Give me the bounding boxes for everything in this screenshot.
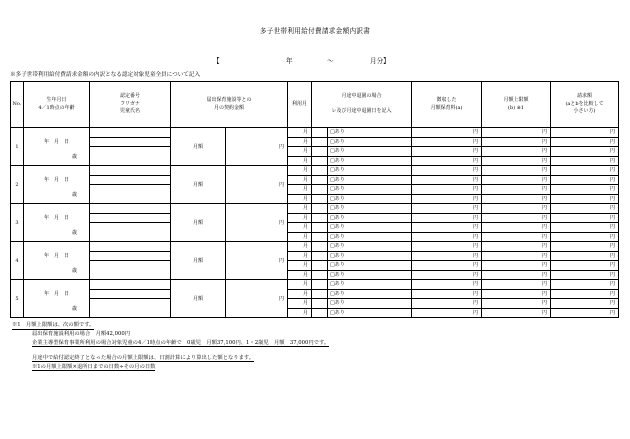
dob-cell[interactable]	[24, 128, 90, 166]
limit-amount-field[interactable]: 円	[482, 223, 551, 233]
footnote-3-text: 企業主導型保育事業所利用の場合対象児童の4／1時点の年齢で 0歳児 月額37,100円、1・2歳児 月額 37,000円です。	[32, 339, 330, 346]
furigana-field[interactable]	[90, 289, 171, 299]
footnote-4-text: 月途中で給付認定終了となった場合の月額上限額は、日割計算により算出した額となります。	[32, 354, 255, 361]
claim-amount-field[interactable]: 円	[551, 175, 619, 185]
midmonth-date-field[interactable]	[312, 223, 328, 233]
limit-amount-field[interactable]: 円	[482, 156, 551, 166]
midmonth-date-field[interactable]	[312, 204, 328, 214]
row-number: 5	[11, 280, 24, 318]
table-row	[11, 280, 619, 290]
table-row	[11, 128, 619, 138]
header-claim-line1: 請求額	[577, 92, 593, 99]
limit-amount-field[interactable]: 円	[482, 175, 551, 185]
table-row	[11, 289, 619, 299]
dob-age	[72, 191, 77, 199]
fee-amount-field[interactable]: 円	[412, 223, 482, 233]
header-claim-line2: (aとbを比較して	[565, 100, 604, 107]
midmonth-checkbox[interactable]: □あり	[328, 147, 412, 157]
limit-amount-field[interactable]: 円	[482, 280, 551, 290]
use-month-field[interactable]: 月	[288, 289, 312, 299]
cert-number-field[interactable]	[90, 280, 171, 290]
claim-amount-field[interactable]: 円	[551, 185, 619, 195]
header-cert-line3: 児童氏名	[119, 108, 140, 115]
fee-amount-field[interactable]: 円	[412, 280, 482, 290]
table-row	[11, 261, 619, 271]
fee-amount-field[interactable]: 円	[412, 242, 482, 252]
footnote-5-text: ※1の月額上限額×退所日までの日数÷その月の日数	[32, 363, 156, 370]
row-number: 2	[11, 166, 24, 204]
use-month-field[interactable]: 月	[288, 156, 312, 166]
header-midmonth-line2: レ及び月途中退園日を記入	[331, 108, 392, 115]
fee-amount-field[interactable]: 円	[412, 137, 482, 147]
midmonth-checkbox[interactable]: □あり	[328, 242, 412, 252]
dob-year-label: 年	[43, 253, 49, 259]
midmonth-date-field[interactable]	[312, 137, 328, 147]
contract-monthly-label: 月額	[171, 166, 226, 204]
dob-month-label: 月	[53, 253, 59, 259]
cert-number-field[interactable]	[90, 128, 171, 138]
midmonth-checkbox[interactable]: □あり	[328, 128, 412, 138]
use-month-field[interactable]: 月	[288, 223, 312, 233]
row-number: 1	[11, 128, 24, 166]
claim-amount-field[interactable]: 円	[551, 261, 619, 271]
claim-amount-field[interactable]: 円	[551, 242, 619, 252]
cert-number-field[interactable]	[90, 242, 171, 252]
contract-amount-field[interactable]: 円	[226, 204, 288, 242]
table-row	[11, 242, 619, 252]
dob-date	[24, 138, 89, 146]
limit-amount-field[interactable]: 円	[482, 137, 551, 147]
fee-amount-field[interactable]: 円	[412, 232, 482, 242]
fee-amount-field[interactable]: 円	[412, 261, 482, 271]
midmonth-checkbox[interactable]: □あり	[328, 232, 412, 242]
use-month-field[interactable]: 月	[288, 194, 312, 204]
limit-amount-field[interactable]: 円	[482, 270, 551, 280]
dob-age-label: 歳	[71, 268, 77, 274]
cert-number-field[interactable]	[90, 204, 171, 214]
use-month-field[interactable]: 月	[288, 137, 312, 147]
cert-number-field[interactable]	[90, 166, 171, 176]
header-facility	[171, 82, 288, 128]
table-row	[11, 251, 619, 261]
dob-year-label: 年	[43, 215, 49, 221]
contract-monthly-label: 月額	[171, 128, 226, 166]
header-midmonth-line1: 月途中退園の場合	[341, 92, 382, 99]
dob-day-label: 日	[64, 177, 70, 183]
midmonth-checkbox[interactable]: □あり	[328, 204, 412, 214]
period-year-label: 年	[286, 57, 293, 65]
fee-amount-field[interactable]: 円	[412, 299, 482, 309]
limit-amount-field[interactable]: 円	[482, 251, 551, 261]
contract-monthly-label: 月額	[171, 280, 226, 318]
header-no: No.	[11, 82, 24, 128]
fee-amount-field[interactable]: 円	[412, 251, 482, 261]
midmonth-checkbox[interactable]: □あり	[328, 261, 412, 271]
midmonth-checkbox[interactable]: □あり	[328, 270, 412, 280]
claim-amount-field[interactable]: 円	[551, 166, 619, 176]
midmonth-date-field[interactable]	[312, 213, 328, 223]
fee-amount-field[interactable]: 円	[412, 213, 482, 223]
dob-day-label: 日	[64, 291, 70, 297]
claim-amount-field[interactable]: 円	[551, 137, 619, 147]
claim-amount-field[interactable]: 円	[551, 204, 619, 214]
use-month-field[interactable]: 月	[288, 213, 312, 223]
dob-age	[72, 267, 77, 275]
limit-amount-field[interactable]: 円	[482, 166, 551, 176]
fee-amount-field[interactable]: 円	[412, 156, 482, 166]
table-row	[11, 223, 619, 233]
table-row	[11, 204, 619, 214]
use-month-field[interactable]: 月	[288, 270, 312, 280]
limit-amount-field[interactable]: 円	[482, 242, 551, 252]
fee-amount-field[interactable]: 円	[412, 185, 482, 195]
dob-day-label: 日	[64, 215, 70, 221]
midmonth-date-field[interactable]	[312, 289, 328, 299]
footnote-1	[12, 321, 329, 330]
header-dob-line1: 生年月日	[46, 96, 67, 103]
midmonth-date-field[interactable]	[312, 270, 328, 280]
use-month-field[interactable]: 月	[288, 128, 312, 138]
document-title: 多子世帯利用給付費請求金額内訳書	[259, 27, 371, 35]
midmonth-checkbox[interactable]: □あり	[328, 223, 412, 233]
use-month-field[interactable]: 月	[288, 299, 312, 309]
row-number: 3	[11, 204, 24, 242]
furigana-field[interactable]	[90, 213, 171, 223]
table-row	[11, 147, 619, 157]
use-month-field[interactable]: 月	[288, 166, 312, 176]
claim-amount-field[interactable]: 円	[551, 128, 619, 138]
period-open-bracket: 【	[213, 57, 220, 65]
header-use-month: 利用月	[288, 82, 312, 128]
midmonth-checkbox[interactable]: □あり	[328, 299, 412, 309]
dob-age-label: 歳	[71, 306, 77, 312]
limit-amount-field[interactable]: 円	[482, 128, 551, 138]
midmonth-date-field[interactable]	[312, 280, 328, 290]
dob-cell[interactable]	[24, 242, 90, 280]
fee-amount-field[interactable]: 円	[412, 308, 482, 318]
instruction-note: ※多子世帯利用給付費請求金額の内訳となる認定対象児童全員について記入	[10, 72, 201, 78]
footnote-2-text: 届出保育施設利用の場合 月額42,000円	[32, 330, 130, 337]
fee-amount-field[interactable]: 円	[412, 289, 482, 299]
footnotes	[12, 321, 329, 372]
table-row	[11, 185, 619, 195]
dob-cell[interactable]	[24, 166, 90, 204]
furigana-field[interactable]	[90, 175, 171, 185]
limit-amount-field[interactable]: 円	[482, 204, 551, 214]
row-number: 4	[11, 242, 24, 280]
header-facility-line1: 届出保育施設等との	[206, 96, 252, 103]
contract-amount-field[interactable]: 円	[226, 280, 288, 318]
midmonth-date-field[interactable]	[312, 308, 328, 318]
midmonth-date-field[interactable]	[312, 175, 328, 185]
dob-month-label: 月	[53, 177, 59, 183]
limit-amount-field[interactable]: 円	[482, 308, 551, 318]
period-month-label: 月分】	[370, 57, 390, 65]
child-name-field[interactable]	[90, 147, 171, 166]
header-limit	[482, 82, 551, 128]
dob-date	[24, 214, 89, 222]
dob-year-label: 年	[43, 139, 49, 145]
table-row	[11, 213, 619, 223]
header-fee-line1: 徴収した	[436, 96, 457, 103]
use-month-field[interactable]: 月	[288, 185, 312, 195]
period-tilde: ～	[327, 57, 334, 65]
fee-amount-field[interactable]: 円	[412, 270, 482, 280]
fee-amount-field[interactable]: 円	[412, 147, 482, 157]
dob-month-label: 月	[53, 215, 59, 221]
limit-amount-field[interactable]: 円	[482, 185, 551, 195]
midmonth-checkbox[interactable]: □あり	[328, 156, 412, 166]
header-cert-line2: フリガナ	[120, 100, 140, 107]
claim-amount-field[interactable]: 円	[551, 308, 619, 318]
midmonth-date-field[interactable]	[312, 147, 328, 157]
claim-amount-field[interactable]: 円	[551, 232, 619, 242]
dob-year-label: 年	[43, 177, 49, 183]
limit-amount-field[interactable]: 円	[482, 213, 551, 223]
midmonth-date-field[interactable]	[312, 232, 328, 242]
header-midmonth	[312, 82, 412, 128]
midmonth-date-field[interactable]	[312, 251, 328, 261]
dob-cell[interactable]	[24, 204, 90, 242]
limit-amount-field[interactable]: 円	[482, 147, 551, 157]
dob-age-label: 歳	[71, 230, 77, 236]
contract-amount-field[interactable]: 円	[226, 166, 288, 204]
contract-amount-field[interactable]: 円	[226, 242, 288, 280]
limit-amount-field[interactable]: 円	[482, 261, 551, 271]
midmonth-checkbox[interactable]: □あり	[328, 194, 412, 204]
footnote-3	[12, 339, 329, 348]
midmonth-checkbox[interactable]: □あり	[328, 213, 412, 223]
use-month-field[interactable]: 月	[288, 280, 312, 290]
dob-day-label: 日	[64, 253, 70, 259]
midmonth-checkbox[interactable]: □あり	[328, 289, 412, 299]
claim-amount-field[interactable]: 円	[551, 251, 619, 261]
footnote-1-text: ※1 月額上限額は、次の額です。	[12, 322, 95, 328]
dob-date	[24, 290, 89, 298]
contract-amount-field[interactable]: 円	[226, 128, 288, 166]
dob-age-label: 歳	[71, 154, 77, 160]
fee-amount-field[interactable]: 円	[412, 175, 482, 185]
midmonth-checkbox[interactable]: □あり	[328, 137, 412, 147]
midmonth-checkbox[interactable]: □あり	[328, 175, 412, 185]
use-month-field[interactable]: 月	[288, 308, 312, 318]
use-month-field[interactable]: 月	[288, 242, 312, 252]
dob-month-label: 月	[53, 139, 59, 145]
midmonth-checkbox[interactable]: □あり	[328, 185, 412, 195]
dob-day-label: 日	[64, 139, 70, 145]
header-claim-line3: 小さい方)	[573, 108, 596, 115]
use-month-field[interactable]: 月	[288, 251, 312, 261]
midmonth-date-field[interactable]	[312, 166, 328, 176]
furigana-field[interactable]	[90, 251, 171, 261]
child-name-field[interactable]	[90, 223, 171, 242]
claim-amount-field[interactable]: 円	[551, 289, 619, 299]
use-month-field[interactable]: 月	[288, 261, 312, 271]
claim-amount-field[interactable]: 円	[551, 147, 619, 157]
table-row	[11, 299, 619, 309]
child-name-field[interactable]	[90, 261, 171, 280]
use-month-field[interactable]: 月	[288, 204, 312, 214]
dob-date	[24, 176, 89, 184]
header-limit-line2: (b) ※1	[508, 104, 525, 111]
footnote-5	[12, 363, 329, 372]
dob-cell[interactable]	[24, 280, 90, 318]
midmonth-date-field[interactable]	[312, 185, 328, 195]
midmonth-date-field[interactable]	[312, 242, 328, 252]
footnote-2	[12, 330, 329, 339]
claim-amount-field[interactable]: 円	[551, 270, 619, 280]
header-fee-line2: 月額保育料(a)	[430, 104, 463, 111]
claim-amount-field[interactable]: 円	[551, 156, 619, 166]
midmonth-date-field[interactable]	[312, 194, 328, 204]
limit-amount-field[interactable]: 円	[482, 299, 551, 309]
midmonth-checkbox[interactable]: □あり	[328, 308, 412, 318]
header-claim	[551, 82, 619, 128]
midmonth-date-field[interactable]	[312, 261, 328, 271]
dob-year-label: 年	[43, 291, 49, 297]
fee-amount-field[interactable]: 円	[412, 166, 482, 176]
child-name-field[interactable]	[90, 299, 171, 318]
claim-amount-field[interactable]: 円	[551, 280, 619, 290]
header-facility-line2: 月の契約金額	[214, 104, 245, 111]
limit-amount-field[interactable]: 円	[482, 232, 551, 242]
dob-age-label: 歳	[71, 192, 77, 198]
claim-amount-field[interactable]: 円	[551, 223, 619, 233]
midmonth-date-field[interactable]	[312, 128, 328, 138]
header-dob	[24, 82, 90, 128]
header-dob-line2: 4／1時点の年齢	[38, 104, 75, 111]
midmonth-date-field[interactable]	[312, 299, 328, 309]
header-row	[11, 82, 619, 128]
dob-age	[72, 305, 77, 313]
furigana-field[interactable]	[90, 137, 171, 147]
limit-amount-field[interactable]: 円	[482, 289, 551, 299]
midmonth-checkbox[interactable]: □あり	[328, 280, 412, 290]
header-cert-line1: 認定番号	[119, 92, 140, 99]
header-limit-line1: 月額上限額	[503, 96, 529, 103]
claim-amount-field[interactable]: 円	[551, 299, 619, 309]
dob-age	[72, 153, 77, 161]
table-row	[11, 166, 619, 176]
footnote-4	[12, 354, 329, 363]
fee-amount-field[interactable]: 円	[412, 204, 482, 214]
dob-age	[72, 229, 77, 237]
table-row	[11, 137, 619, 147]
dob-month-label: 月	[53, 291, 59, 297]
use-month-field[interactable]: 月	[288, 147, 312, 157]
claim-amount-field[interactable]: 円	[551, 213, 619, 223]
use-month-field[interactable]: 月	[288, 175, 312, 185]
midmonth-date-field[interactable]	[312, 156, 328, 166]
contract-monthly-label: 月額	[171, 204, 226, 242]
midmonth-checkbox[interactable]: □あり	[328, 166, 412, 176]
header-fee	[412, 82, 482, 128]
header-cert	[90, 82, 171, 128]
claim-amount-field[interactable]: 円	[551, 194, 619, 204]
dob-date	[24, 252, 89, 260]
midmonth-checkbox[interactable]: □あり	[328, 251, 412, 261]
fee-amount-field[interactable]: 円	[412, 128, 482, 138]
use-month-field[interactable]: 月	[288, 232, 312, 242]
fee-amount-field[interactable]: 円	[412, 194, 482, 204]
child-name-field[interactable]	[90, 185, 171, 204]
table-row	[11, 175, 619, 185]
contract-monthly-label: 月額	[171, 242, 226, 280]
claim-breakdown-table	[10, 81, 619, 318]
limit-amount-field[interactable]: 円	[482, 194, 551, 204]
